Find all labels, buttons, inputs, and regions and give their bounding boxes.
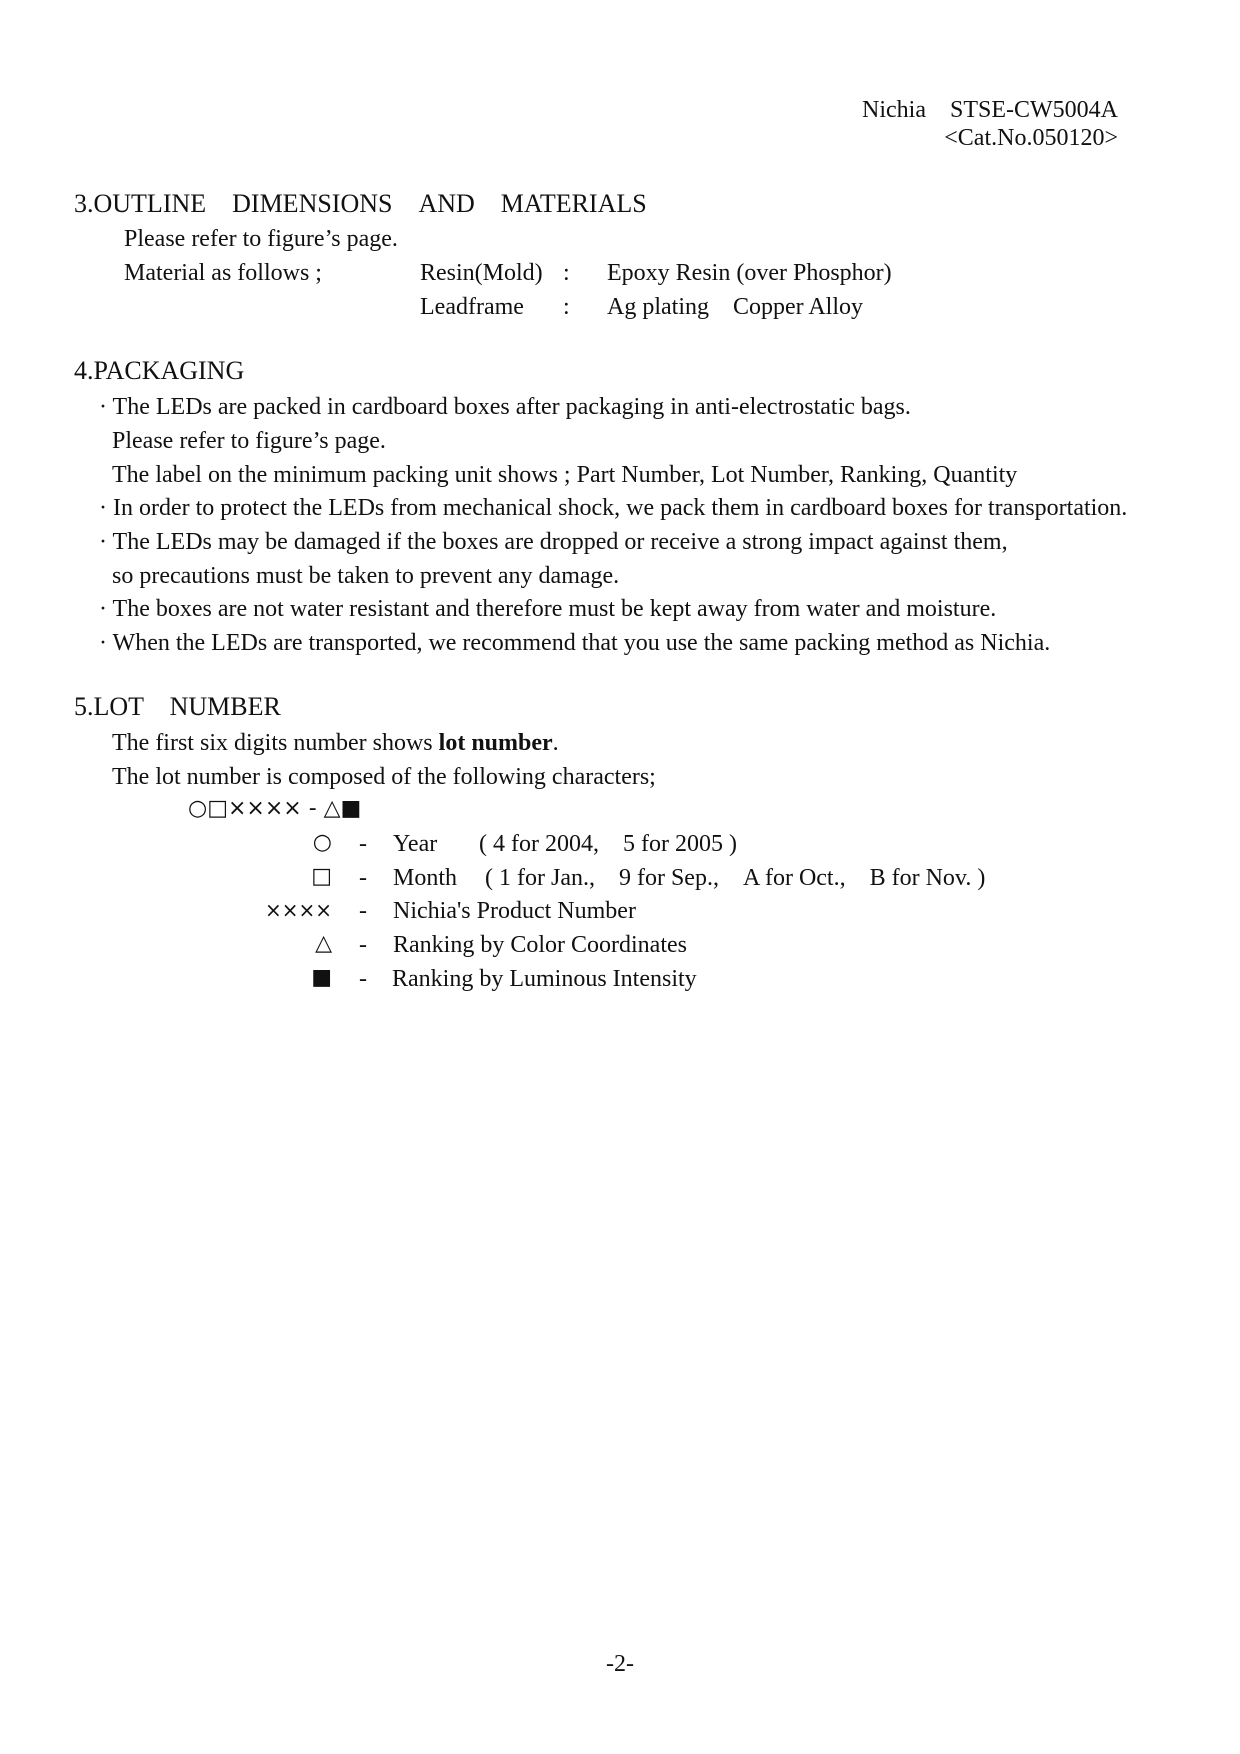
material-part: Leadframe xyxy=(420,294,524,320)
legend-dash: - xyxy=(359,831,367,857)
packaging-line: The label on the minimum packing unit shows ; Part Number, Lot Number, Ranking, Quantity xyxy=(112,462,1018,488)
legend-detail: ( 4 for 2004, 5 for 2005 ) xyxy=(479,831,737,857)
lot-intro-prefix: The first six digits number shows xyxy=(112,730,439,756)
packaging-line: · The LEDs are packed in cardboard boxes after packaging in anti-electrostatic bags. xyxy=(99,394,911,420)
packaging-line: · When the LEDs are transported, we recommend that you use the same packing method as Nichia. xyxy=(99,630,1051,656)
legend-label: Nichia's Product Number xyxy=(393,898,636,924)
legend-label: Ranking by Color Coordinates xyxy=(393,932,687,958)
section-4-title: 4.PACKAGING xyxy=(74,356,245,385)
page-number: -2- xyxy=(606,1651,634,1677)
packaging-line: · In order to protect the LEDs from mechanical shock, we pack them in cardboard boxes for transportation. xyxy=(99,495,1128,521)
section-3-refer: Please refer to figure’s page. xyxy=(124,226,398,252)
lot-format: ○□×××× - △■ xyxy=(188,796,362,821)
month-symbol-icon: □ xyxy=(311,864,332,889)
header-product: Nichia STSE-CW5004A xyxy=(862,97,1118,123)
lot-composed: The lot number is composed of the following characters; xyxy=(112,764,656,790)
material-part: Resin(Mold) xyxy=(420,260,543,286)
lot-intro-suffix: . xyxy=(552,730,559,756)
packaging-line: Please refer to figure’s page. xyxy=(112,428,386,454)
material-value: Epoxy Resin (over Phosphor) xyxy=(607,260,892,286)
product-number-symbol-icon: ×××× xyxy=(264,898,332,922)
legend-detail: ( 1 for Jan., 9 for Sep., A for Oct., B for Nov. ) xyxy=(485,865,986,891)
legend-dash: - xyxy=(359,865,367,891)
legend-dash: - xyxy=(359,932,367,958)
material-label: Material as follows ; xyxy=(124,260,322,286)
year-symbol-icon: ○ xyxy=(312,830,332,855)
lot-intro-bold: lot number xyxy=(438,730,553,756)
material-sep: : xyxy=(563,294,570,320)
material-sep: : xyxy=(563,260,570,286)
section-5-title: 5.LOT NUMBER xyxy=(74,692,281,721)
luminous-rank-symbol-icon: ■ xyxy=(311,965,332,990)
packaging-line: so precautions must be taken to prevent any damage. xyxy=(112,563,620,589)
legend-dash: - xyxy=(359,966,367,992)
section-3-title: 3.OUTLINE DIMENSIONS AND MATERIALS xyxy=(74,189,647,218)
material-value: Ag plating Copper Alloy xyxy=(607,294,863,320)
lot-intro xyxy=(112,731,559,755)
legend-dash: - xyxy=(359,898,367,924)
legend-label: Year xyxy=(393,831,438,857)
packaging-line: · The LEDs may be damaged if the boxes are dropped or receive a strong impact against them, xyxy=(99,529,1008,555)
packaging-line: · The boxes are not water resistant and therefore must be kept away from water and moisture. xyxy=(99,596,997,622)
color-rank-symbol-icon: △ xyxy=(315,931,332,956)
legend-label: Month xyxy=(393,865,458,891)
header-catalog: <Cat.No.050120> xyxy=(944,125,1118,151)
legend-label: Ranking by Luminous Intensity xyxy=(392,966,697,992)
